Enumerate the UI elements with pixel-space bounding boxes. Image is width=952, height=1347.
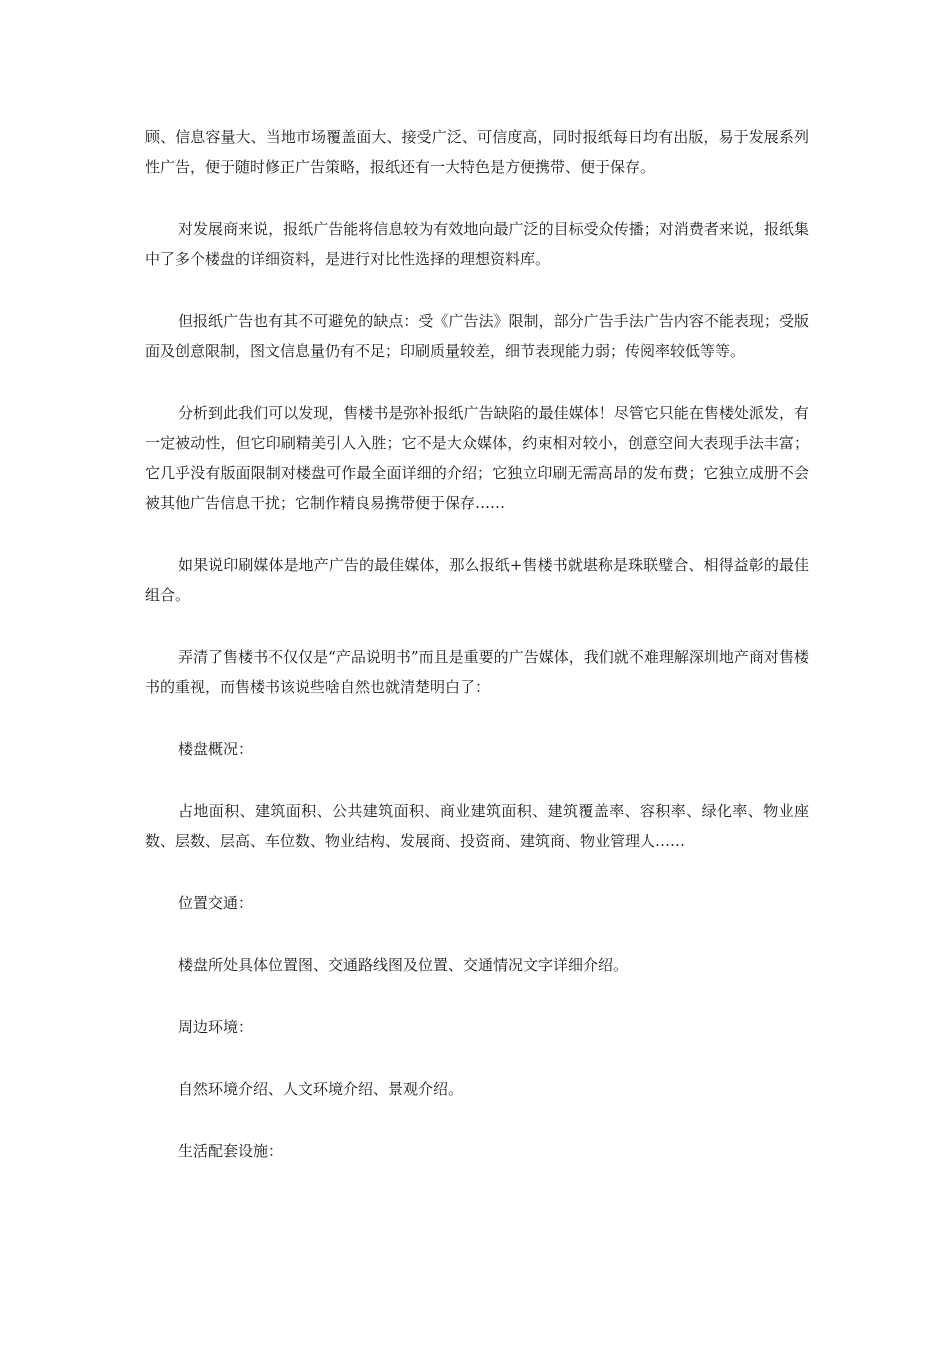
document-body (145, 122, 809, 1198)
section-heading-project-overview: 楼盘概况： (178, 740, 254, 758)
paragraph-continued: 顾、信息容量大、当地市场覆盖面大、接受广泛、可信度高，同时报纸每日均有出版，易于发展系列性广告，便于随时修正广告策略，报纸还有一大特色是方便携带、便于保存。 (145, 128, 809, 176)
paragraph-brochure-importance: 弄清了售楼书不仅仅是“产品说明书”而且是重要的广告媒体，我们就不难理解深圳地产商对售楼书的重视，而售楼书该说些啥自然也就清楚明白了： (145, 648, 809, 696)
paragraph-newspaper-drawbacks: 但报纸广告也有其不可避免的缺点：受《广告法》限制，部分广告手法广告内容不能表现；受版面及创意限制，图文信息量仍有不足；印刷质量较差，细节表现能力弱；传阅率较低等等。 (145, 312, 809, 360)
section-body-project-overview: 占地面积、建筑面积、公共建筑面积、商业建筑面积、建筑覆盖率、容积率、绿化率、物业座数、层数、层高、车位数、物业结构、发展商、投资商、建筑商、物业管理人…… (145, 802, 809, 850)
section-body-surroundings: 自然环境介绍、人文环境介绍、景观介绍。 (178, 1080, 464, 1098)
section-body-location-transport: 楼盘所处具体位置图、交通路线图及位置、交通情况文字详细介绍。 (178, 956, 629, 974)
paragraph-developer-consumer: 对发展商来说，报纸广告能将信息较为有效地向最广泛的目标受众传播；对消费者来说，报纸集中了多个楼盘的详细资料，是进行对比性选择的理想资料库。 (145, 220, 809, 268)
section-heading-living-facilities: 生活配套设施： (178, 1142, 284, 1160)
paragraph-best-combination: 如果说印刷媒体是地产广告的最佳媒体，那么报纸+售楼书就堪称是珠联璧合、相得益彰的最佳组合。 (145, 556, 809, 604)
paragraph-sales-brochure-analysis: 分析到此我们可以发现，售楼书是弥补报纸广告缺陷的最佳媒体！尽管它只能在售楼处派发，有一定被动性，但它印刷精美引人入胜；它不是大众媒体，约束相对较小，创意空间大表现手法丰富；它几乎没有版面限制对楼盘可作最全面详细的介绍；它独立印刷无需高昂的发布费；它独立成册不会被其他广告信息干扰；它制作精良易携带便于保存…… (145, 404, 809, 512)
section-heading-surroundings: 周边环境： (178, 1018, 254, 1036)
section-heading-location-transport: 位置交通： (178, 894, 254, 912)
